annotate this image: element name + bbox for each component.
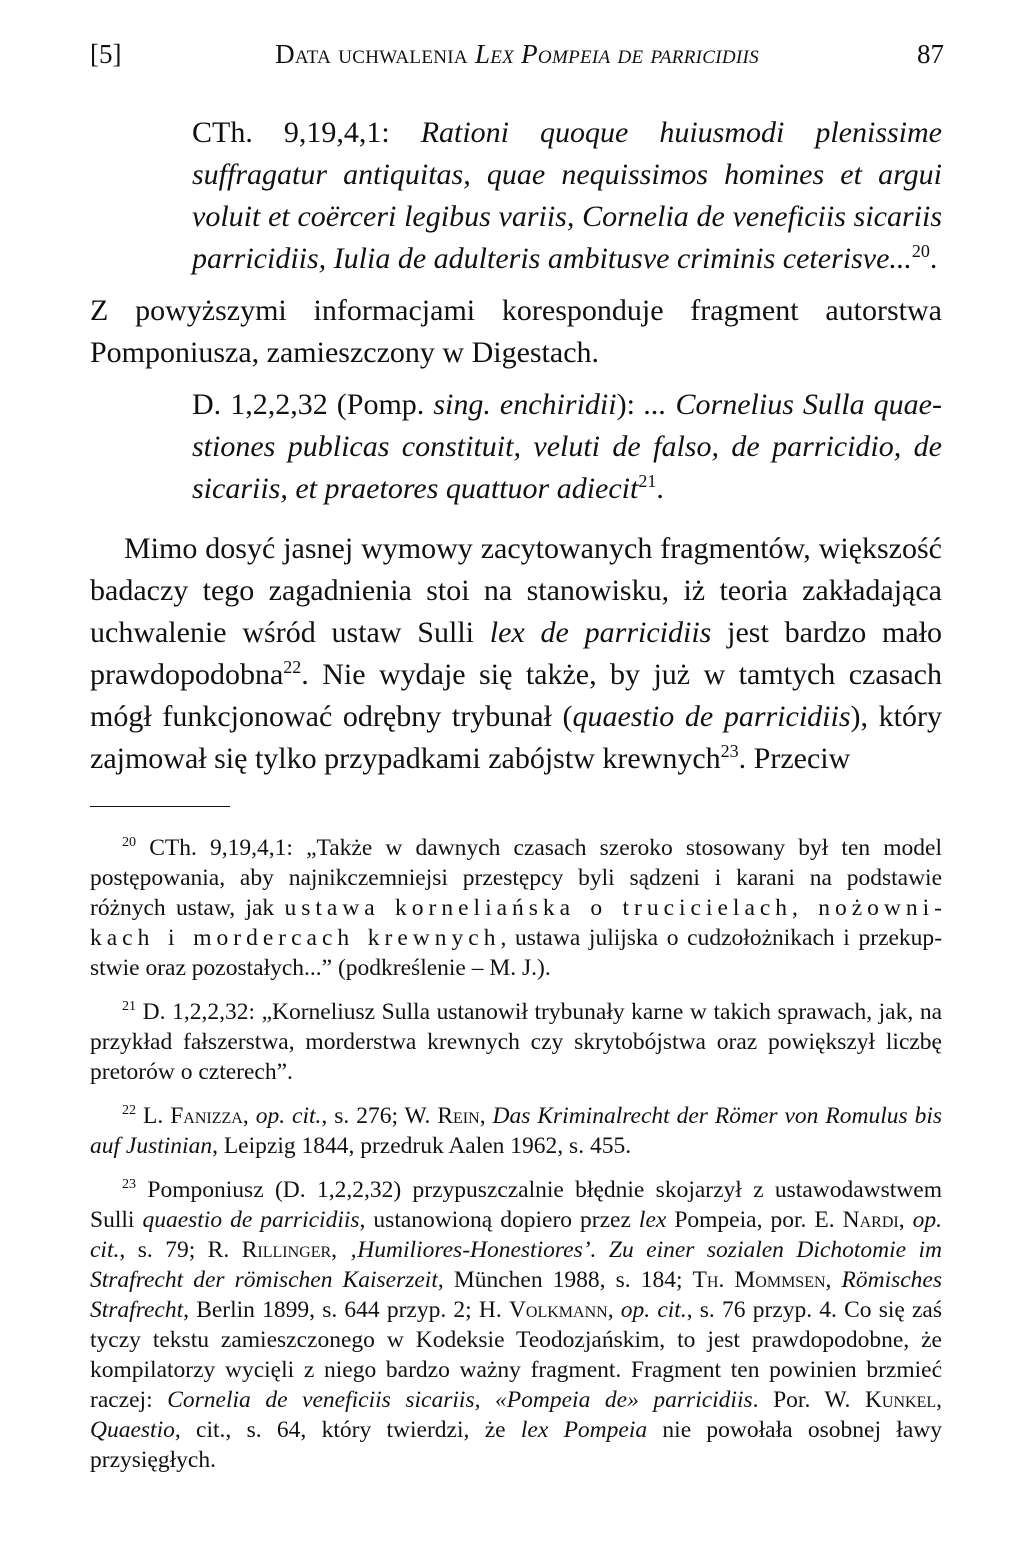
paragraph-mimo: Mimo dosyć jasnej wymowy zacytowanych fragmentów, większość badaczy tego zagadnienia stoi na stanowisku, iż teoria zakładająca uchwalenie wśród ustaw Sulli lex de parricidiis jest bardzo mało prawdopodobna$^{22}$. Nie wydaje się także, by już w tamtych czasach mógł funkcjonować odrębny trybunał (quaestio de parricidiis), który zajmował się tylko przypadkami zabójstw krewnych$^{23}$. Przeciw <box>90 532 942 775</box>
quote-digest-text: ... Cornelius Sulla quaestiones publicas constituit, veluti de falso, de parricidio, de sicariis, et praetores quattuor adiecit <box>192 388 942 505</box>
footnote-divider <box>90 806 230 807</box>
quote-digest: D. 1,2,2,32 (Pomp. sing. enchiridii): ... Cornelius Sulla quaestiones publicas constituit, veluti de falso, de parricidio, de sicariis, et praetores quattuor adiecit$^{21}$. <box>192 388 942 505</box>
footnote-number: 21 <box>122 998 137 1015</box>
running-header <box>90 34 944 74</box>
footnote-ref-20[interactable]: 20 <box>911 241 930 261</box>
footnote-ref-22[interactable]: 22 <box>283 657 302 677</box>
running-title: Data uchwalenia Lex Pompeia de parricidiis <box>275 39 759 69</box>
quote-cth: CTh. 9,19,4,1: Rationi quoque huiusmodi plenissime suffragatur antiquitas, quae nequissimos homines et argui voluit et coërceri legibus variis, Cornelia de veneficiis sicariis parricidiis, Iulia de adulteris ambitusve criminis ceterisve...$^{20}$. <box>192 116 943 275</box>
footnote-number: 23 <box>122 1176 137 1193</box>
footnote-ref-23[interactable]: 23 <box>720 741 739 761</box>
footnote-number: 20 <box>122 834 137 851</box>
page-number: 87 <box>917 39 944 69</box>
footnote-21: $^{21}$ D. 1,2,2,32: „Korneliusz Sulla ustanowił trybunały karne w takich sprawach, jak, na przykład fałszerstwa, morderstwa krewnych czy skrytobójstwa oraz powiększył liczbę pretorów o czterech”. <box>90 998 942 1085</box>
footnote-22: $^{22}$ L. Fanizza, op. cit., s. 276; W. Rein, Das Kriminalrecht der Römer von Romulus bis auf Justinian, Leipzig 1844, przedruk Aalen 1962, s. 455. <box>90 1102 943 1159</box>
footnote-ref-21[interactable]: 21 <box>638 471 657 491</box>
quote-digest-ref: D. 1,2,2,32 (Pomp. <box>192 388 434 421</box>
footnote-number: 22 <box>122 1102 137 1119</box>
section-number: [5] <box>90 39 122 69</box>
running-title-italic: Lex Pompeia de parricidiis <box>474 39 759 69</box>
footnote-20: $^{20}$ CTh. 9,19,4,1: „Także w dawnych czasach szeroko stosowany był ten model postępowania, aby najnikczemniejsi przestępcy byli sądzeni i karani na podstawie różnych ustaw, jak ustawa korneliańska o trucicielach, nożownikach i mordercach krewnych, ustawa julijska o cudzołożnikach i przekupstwie oraz pozostałych...” (podkreślenie – M. J.). <box>90 834 943 981</box>
main-text <box>90 112 942 1489</box>
quote-cth-ref: CTh. 9,19,4,1: <box>192 116 421 149</box>
footnote-23: $^{23}$ Pomponiusz (D. 1,2,2,32) przypuszczalnie błędnie skojarzył z ustawodawstwem Sulli quaestio de parricidiis, ustanowioną dopiero przez lex Pompeia, por. E. Nardi, op. cit., s. 79; R. Rillinger, ‚Humiliores-Honestiores’. Zu einer sozialen Dichotomie im Strafrecht der römischen Kaiserzeit, München 1988, s. 184; Th. Mommsen, Römisches Strafrecht, Berlin 1899, s. 644 przyp. 2; H. Volkmann, op. cit., s. 76 przyp. 4. Co się zaś tyczy tekstu zamieszczonego w Kodeksie Teodozjańskim, to jest prawdopodobne, że kompilatorzy wycięli z niego bardzo ważny fragment. Fragment ten powinien brzmieć raczej: Cornelia de veneficiis sicariis, «Pompeia de» parricidiis. Por. W. Kunkel, Quaestio, cit., s. 64, który twierdzi, że lex Pompeia nie powołała osobnej ławy przysięgłych. <box>90 1176 943 1473</box>
paragraph-pomponius: Z powyższymi informacjami koresponduje fragment autorstwa Pomponiusza, zamieszczony w Digestach. <box>90 294 942 369</box>
quote-cth-text: Rationi quoque huiusmodi plenissime suffragatur antiquitas, quae nequissimos homines et argui voluit et coërceri legibus variis, Cornelia de veneficiis sicariis parricidiis, Iulia de adulteris ambitusve criminis ceterisve... <box>192 116 943 275</box>
footnotes <box>90 833 942 1475</box>
